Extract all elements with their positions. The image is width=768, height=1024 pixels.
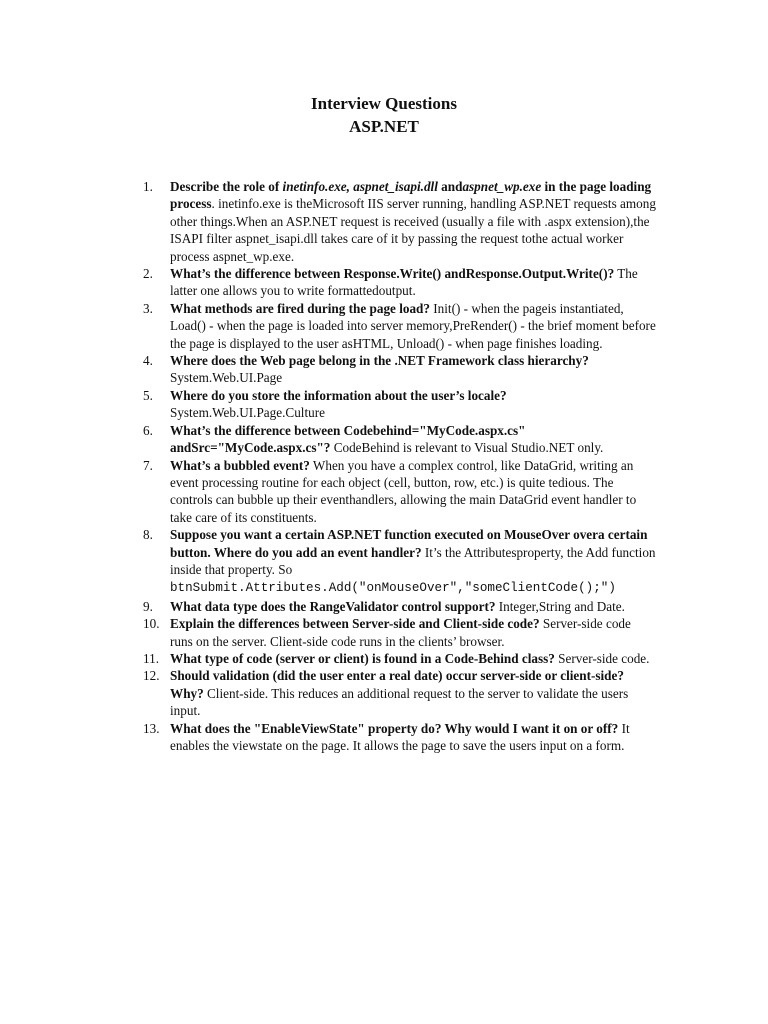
code-snippet: btnSubmit.Attributes.Add("onMouseOver","someClientCode();") bbox=[170, 581, 616, 596]
item-number: 1. bbox=[143, 179, 153, 194]
list-item bbox=[0, 720, 656, 755]
answer-text: The latter one allows you to write formattedoutput. bbox=[170, 266, 638, 299]
list-item bbox=[0, 598, 656, 615]
list-item bbox=[0, 300, 656, 352]
question-text: Should validation (did the user enter a real date) occur server-side or client-side? Why? bbox=[170, 668, 624, 701]
question-list bbox=[0, 178, 768, 754]
list-item bbox=[0, 526, 656, 598]
question-text: Suppose you want a certain ASP.NET function executed on MouseOver overa certain button. Where do you add an event handler? bbox=[170, 527, 648, 560]
answer-text: It enables the viewstate on the page. It allows the page to save the users input on a form. bbox=[170, 720, 630, 753]
list-item bbox=[0, 387, 656, 422]
question-text: What type of code (server or client) is found in a Code-Behind class? bbox=[170, 650, 555, 666]
item-number: 4. bbox=[143, 353, 153, 369]
item-number: 9. bbox=[143, 598, 153, 614]
list-item bbox=[0, 650, 656, 667]
question-text: What data type does the RangeValidator control support? bbox=[170, 598, 496, 614]
question-text: What methods are fired during the page load? bbox=[170, 300, 430, 316]
question-text: What’s a bubbled event? bbox=[170, 457, 310, 473]
question-text: Describe the role of inetinfo.exe, aspnet_isapi.dll andaspnet_wp.exe in the page loading process bbox=[170, 179, 652, 212]
question-text: What does the "EnableViewState" property do? Why would I want it on or off? bbox=[170, 720, 619, 736]
question-text: What’s the difference between Response.Write() andResponse.Output.Write()? bbox=[170, 266, 615, 282]
question-text: Where do you store the information about the user’s locale? bbox=[170, 387, 507, 403]
item-number: 8. bbox=[143, 527, 153, 543]
question-text: Explain the differences between Server-side and Client-side code? bbox=[170, 616, 540, 632]
list-item bbox=[0, 178, 656, 265]
answer-text: Init() - when the pageis instantiated, Load() - when the page is loaded into server memory,PreRender() - the brief moment before the page is displayed to the user asHTML, Unload() - when page finishes loading. bbox=[170, 300, 656, 351]
item-number: 7. bbox=[143, 457, 153, 473]
question-text: Where does the Web page belong in the .NET Framework class hierarchy? bbox=[170, 353, 589, 369]
item-number: 13. bbox=[143, 720, 160, 736]
list-item bbox=[0, 352, 656, 387]
answer-text: . inetinfo.exe is theMicrosoft IIS server running, handling ASP.NET requests among other things.When an ASP.NET request is received (usually a file with .aspx extension),the ISAPI filter aspnet_isapi.dll takes care of it by passing the request tothe actual worker process aspnet_wp.exe. bbox=[170, 196, 656, 264]
answer-text: CodeBehind is relevant to Visual Studio.NET only. bbox=[330, 440, 604, 456]
list-item bbox=[0, 457, 656, 527]
list-item bbox=[0, 615, 656, 650]
item-number: 5. bbox=[143, 387, 153, 403]
answer-text: Server-side code. bbox=[554, 650, 650, 666]
answer-text: Server-side code runs on the server. Client-side code runs in the clients’ browser. bbox=[170, 616, 631, 649]
item-number: 6. bbox=[143, 422, 153, 438]
list-item bbox=[0, 422, 656, 457]
item-number: 2. bbox=[143, 266, 153, 282]
item-number: 11. bbox=[143, 650, 159, 666]
list-item bbox=[0, 265, 656, 300]
document-title: Interview Questions bbox=[311, 94, 457, 113]
item-number: 3. bbox=[143, 300, 153, 316]
answer-text: It’s the Attributesproperty, the Add function inside that property. So bbox=[170, 544, 656, 577]
answer-text: Client-side. This reduces an additional request to the server to validate the users input. bbox=[170, 685, 629, 719]
answer-text: System.Web.UI.Page bbox=[170, 370, 283, 386]
answer-text: Integer,String and Date. bbox=[495, 598, 625, 614]
question-text: What’s the difference between Codebehind="MyCode.aspx.cs" andSrc="MyCode.aspx.cs"? bbox=[170, 422, 526, 456]
document-subtitle: ASP.NET bbox=[349, 117, 419, 136]
answer-text: System.Web.UI.Page.Culture bbox=[170, 405, 325, 421]
item-number: 12. bbox=[143, 668, 160, 684]
list-item bbox=[0, 667, 656, 719]
item-number: 10. bbox=[143, 616, 160, 632]
answer-text: When you have a complex control, like DataGrid, writing an event processing routine for each object (cell, button, row, etc.) is quite tedious. The controls can bubble up their eventhandlers, allowing the main DataGrid event handler to take care of its constituents. bbox=[170, 457, 637, 525]
